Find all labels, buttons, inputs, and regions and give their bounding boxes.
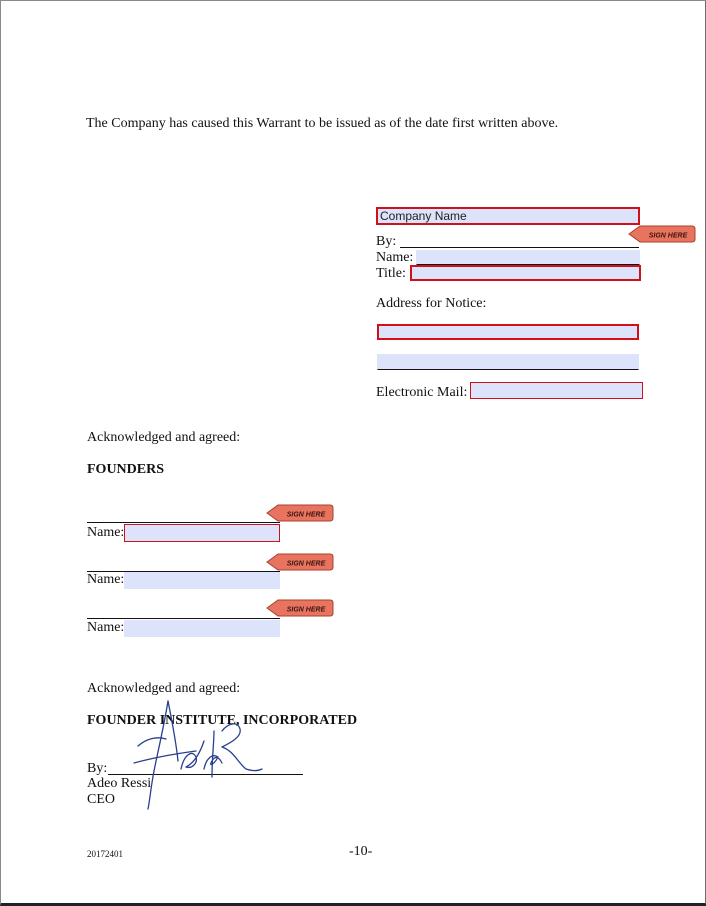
handwritten-signature (126, 691, 266, 816)
institute-heading: FOUNDER INSTITUTE, INCORPORATED (87, 713, 358, 728)
sign-here-label: SIGN HERE (286, 511, 326, 519)
company-name-field[interactable]: Company Name (376, 207, 640, 225)
founder-3-signature-line (87, 618, 280, 619)
address-label: Address for Notice: (376, 296, 487, 311)
founder-3-name-label: Name: (87, 620, 125, 635)
company-signer-title-field[interactable] (410, 265, 641, 281)
founder-1-name-field[interactable] (124, 524, 280, 542)
ack-label-founders: Acknowledged and agreed: (87, 430, 241, 445)
sign-here-label: SIGN HERE (648, 232, 688, 240)
sign-here-tag-founder-1[interactable] (266, 504, 334, 522)
sign-here-arrow-icon (266, 553, 334, 571)
sign-here-arrow-icon (628, 225, 696, 243)
name-label: Name: (376, 250, 414, 265)
founder-1-signature-line (87, 522, 280, 523)
footer-doc-id: 20172401 (87, 849, 123, 859)
address-line-1-field[interactable] (377, 324, 639, 340)
signer-name: Adeo Ressi (87, 776, 152, 791)
ack-label-institute: Acknowledged and agreed: (87, 681, 241, 696)
founder-2-name-label: Name: (87, 572, 125, 587)
company-signer-name-field[interactable] (416, 250, 640, 265)
sign-here-label: SIGN HERE (286, 606, 326, 614)
sign-here-arrow-icon (266, 599, 334, 617)
signer-title: CEO (87, 792, 115, 807)
title-label: Title: (376, 266, 406, 281)
sign-here-tag-founder-2[interactable] (266, 553, 334, 571)
founders-heading: FOUNDERS (87, 462, 165, 477)
company-signature-line (400, 247, 639, 248)
sign-here-label: SIGN HERE (286, 560, 326, 568)
page-number: -10- (349, 844, 373, 859)
sign-here-tag-founder-3[interactable] (266, 599, 334, 617)
intro-statement: The Company has caused this Warrant to be issued as of the date first written above. (86, 116, 559, 131)
founder-2-name-field[interactable] (124, 572, 280, 589)
by-label: By: (376, 234, 397, 249)
email-field[interactable] (470, 382, 643, 399)
address-line-2-field[interactable] (377, 354, 639, 370)
email-label: Electronic Mail: (376, 385, 468, 400)
sign-here-arrow-icon (266, 504, 334, 522)
institute-by-label: By: (87, 761, 108, 776)
founder-3-name-field[interactable] (124, 620, 280, 637)
founder-1-name-label: Name: (87, 525, 125, 540)
sign-here-tag-company[interactable] (628, 225, 696, 243)
